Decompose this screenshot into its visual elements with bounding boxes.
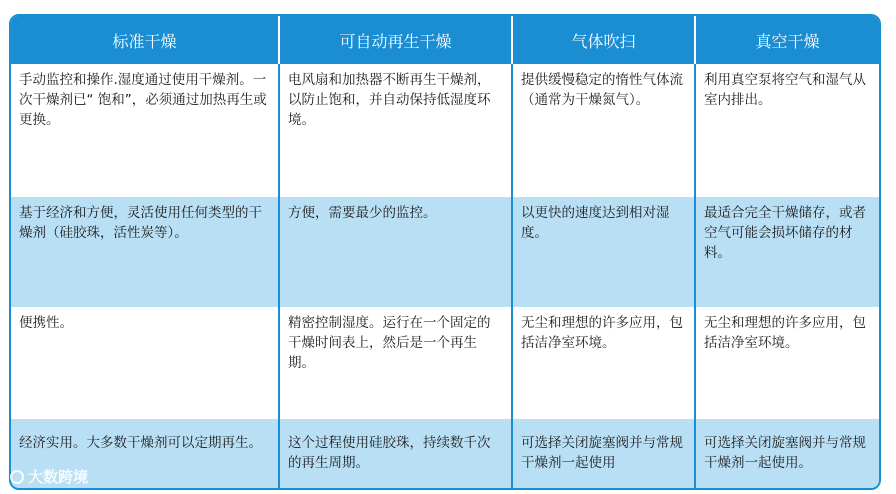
- table-cell: 最适合完全干燥储存，或者空气可能会损坏储存的材料。: [695, 197, 879, 307]
- table-row: [11, 419, 879, 490]
- table-cell: 精密控制湿度。运行在一个固定的干燥时间表上，然后是一个再生期。: [279, 307, 512, 419]
- watermark: [10, 466, 88, 487]
- table-cell: 无尘和理想的许多应用，包括洁净室环境。: [695, 307, 879, 419]
- table-cell: 提供缓慢稳定的惰性气体流（通常为干燥氮气）。: [512, 64, 695, 197]
- table-cell: 利用真空泵将空气和湿气从室内排出。: [695, 64, 879, 197]
- table-row: [11, 64, 879, 197]
- table-cell: 无尘和理想的许多应用，包括洁净室环境。: [512, 307, 695, 419]
- table-cell: 可选择关闭旋塞阀并与常规干燥剂一起使用。: [695, 419, 879, 490]
- table-cell: 方便，需要最少的监控。: [279, 197, 512, 307]
- table-row: [11, 307, 879, 419]
- header-row: [11, 16, 879, 64]
- table-cell: 可选择关闭旋塞阀并与常规干燥剂一起使用: [512, 419, 695, 490]
- table-cell: 基于经济和方便，灵活使用任何类型的干燥剂（硅胶珠，活性炭等）。: [11, 197, 279, 307]
- watermark-logo-icon: [10, 470, 24, 484]
- header-vacuum-drying: 真空干燥: [695, 16, 879, 64]
- table-cell: 电风扇和加热器不断再生干燥剂，以防止饱和，并自动保持低湿度环境。: [279, 64, 512, 197]
- table-cell: 手动监控和操作.湿度通过使用干燥剂。一次干燥剂已“ 饱和”，必须通过加热再生或更换。: [11, 64, 279, 197]
- table-cell: 经济实用。大多数干燥剂可以定期再生。: [11, 419, 279, 490]
- comparison-table: [9, 14, 881, 490]
- watermark-text: 大数跨境: [28, 468, 89, 486]
- table-cell: 这个过程使用硅胶珠，持续数千次的再生周期。: [279, 419, 512, 490]
- table-cell: 以更快的速度达到相对湿度。: [512, 197, 695, 307]
- table-cell: 便携性。: [11, 307, 279, 419]
- header-gas-purge: 气体吹扫: [512, 16, 695, 64]
- header-standard-drying: 标准干燥: [11, 16, 279, 64]
- header-auto-regenerating-drying: 可自动再生干燥: [279, 16, 512, 64]
- table-row: [11, 197, 879, 307]
